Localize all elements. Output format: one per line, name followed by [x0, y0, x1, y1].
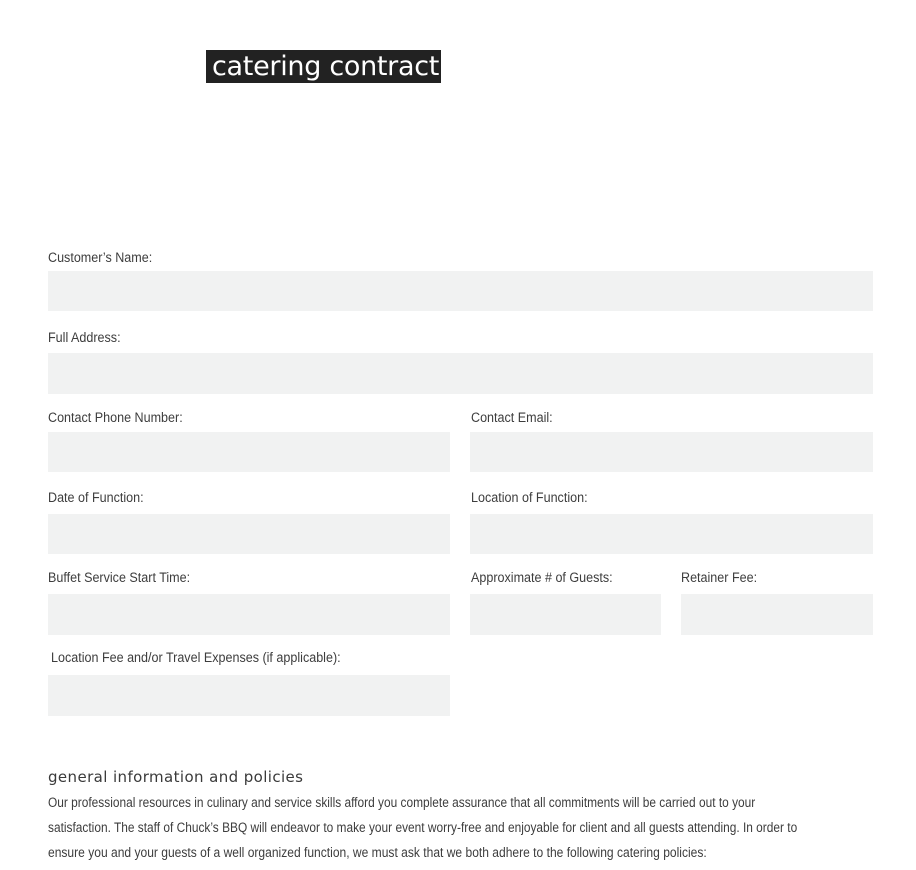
approx-guests-label: Approximate # of Guests: [471, 570, 613, 585]
policies-heading: general information and policies [48, 768, 304, 786]
policies-line: satisfaction. The staff of Chuck’s BBQ will endeavor to make your event worry-free and enjoyable for client and all guests attending. In order to [48, 820, 798, 835]
document-title: catering contract [206, 50, 441, 83]
contact-email-field[interactable] [470, 432, 873, 472]
buffet-start-time-field[interactable] [48, 594, 450, 635]
full-address-field[interactable] [48, 353, 873, 394]
contact-phone-label: Contact Phone Number: [48, 410, 183, 425]
customer-name-field[interactable] [48, 271, 873, 311]
approx-guests-field[interactable] [470, 594, 661, 635]
location-fee-label: Location Fee and/or Travel Expenses (if applicable): [51, 650, 341, 665]
policies-line: Our professional resources in culinary and service skills afford you complete assurance that all commitments will be carried out to your [48, 795, 756, 810]
contact-phone-field[interactable] [48, 432, 450, 472]
date-of-function-field[interactable] [48, 514, 450, 554]
policies-line: ensure you and your guests of a well organized function, we must ask that we both adhere to the following catering policies: [48, 845, 707, 860]
retainer-fee-field[interactable] [681, 594, 873, 635]
buffet-start-time-label: Buffet Service Start Time: [48, 570, 191, 585]
contact-email-label: Contact Email: [471, 410, 553, 425]
location-of-function-label: Location of Function: [471, 490, 588, 505]
full-address-label: Full Address: [48, 330, 121, 345]
location-of-function-field[interactable] [470, 514, 873, 554]
date-of-function-label: Date of Function: [48, 490, 144, 505]
customer-name-label: Customer’s Name: [48, 250, 153, 265]
location-fee-field[interactable] [48, 675, 450, 716]
retainer-fee-label: Retainer Fee: [681, 570, 758, 585]
